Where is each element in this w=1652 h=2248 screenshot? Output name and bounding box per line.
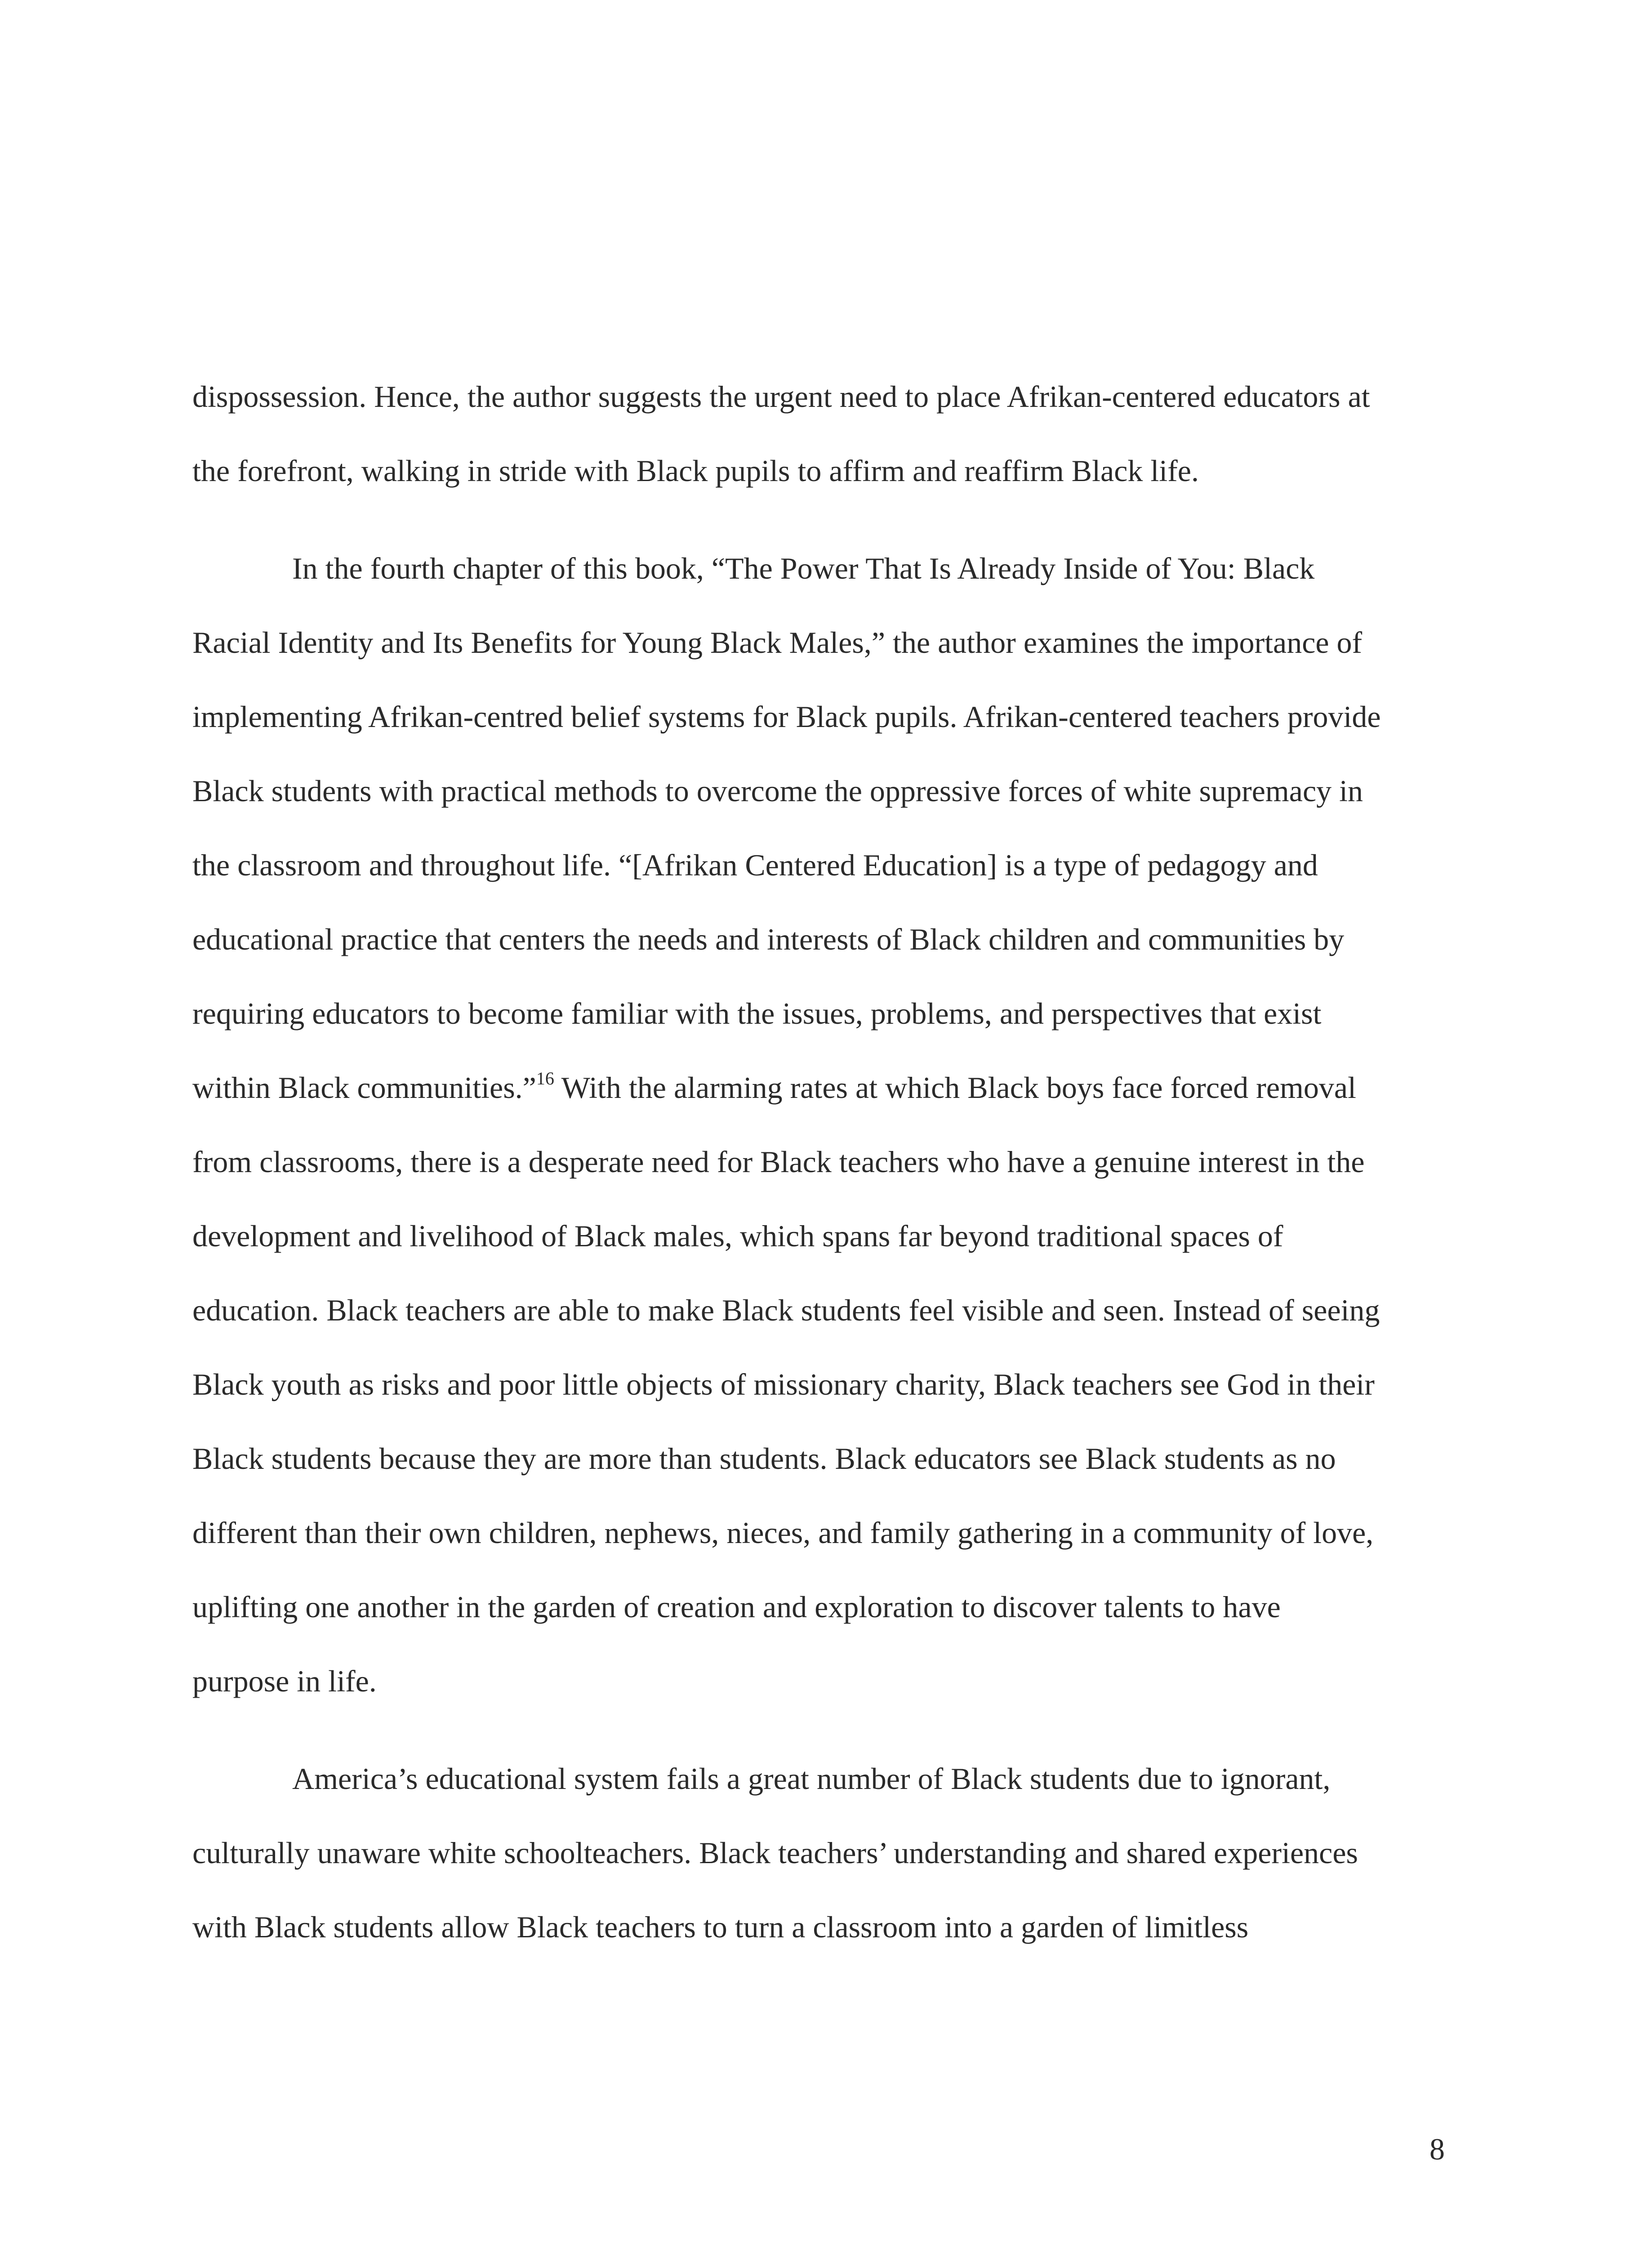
footnote-reference[interactable]: 16	[536, 1068, 554, 1088]
text-line: uplifting one another in the garden of creation and exploration to discover talents to have	[192, 1590, 1281, 1624]
paragraph-2	[192, 531, 1447, 1718]
text-line: Black youth as risks and poor little objects of missionary charity, Black teachers see God in their	[192, 1367, 1375, 1401]
text-line: the forefront, walking in stride with Black pupils to affirm and reaffirm Black life.	[192, 454, 1199, 488]
text-line: dispossession. Hence, the author suggests the urgent need to place Afrikan-centered educators at	[192, 379, 1370, 414]
text-line: purpose in life.	[192, 1664, 377, 1698]
text-line: requiring educators to become familiar with the issues, problems, and perspectives that exist	[192, 996, 1322, 1030]
page-number: 8	[1429, 2132, 1445, 2166]
body-text	[192, 360, 1447, 1964]
text-line: Racial Identity and Its Benefits for Young Black Males,” the author examines the importance of	[192, 625, 1363, 660]
text-line: different than their own children, nephews, nieces, and family gathering in a community of love,	[192, 1516, 1374, 1550]
paragraph-1	[192, 360, 1447, 508]
text-line: with Black students allow Black teachers to turn a classroom into a garden of limitless	[192, 1910, 1249, 1944]
text-line: from classrooms, there is a desperate need for Black teachers who have a genuine interest in the	[192, 1145, 1365, 1179]
text-line: culturally unaware white schoolteachers. Black teachers’ understanding and shared experiences	[192, 1836, 1358, 1870]
text-line: development and livelihood of Black males, which spans far beyond traditional spaces of	[192, 1219, 1283, 1253]
paragraph-3	[192, 1742, 1447, 1964]
text-line: Black students because they are more than students. Black educators see Black students as no	[192, 1441, 1336, 1476]
text-line-with-footnote	[192, 1051, 1447, 1125]
text-line: educational practice that centers the needs and interests of Black children and communities by	[192, 922, 1345, 956]
footnote-line-before: within Black communities.”	[192, 1070, 536, 1105]
footnote-line-after: With the alarming rates at which Black boys face forced removal	[554, 1070, 1356, 1105]
text-line: America’s educational system fails a great number of Black students due to ignorant,	[292, 1762, 1331, 1796]
text-line: Black students with practical methods to overcome the oppressive forces of white supremacy in	[192, 774, 1363, 808]
text-line: education. Black teachers are able to make Black students feel visible and seen. Instead of seeing	[192, 1293, 1380, 1327]
text-line: the classroom and throughout life. “[Afrikan Centered Education] is a type of pedagogy and	[192, 848, 1318, 882]
text-line: In the fourth chapter of this book, “The Power That Is Already Inside of You: Black	[292, 551, 1315, 585]
text-line: implementing Afrikan-centred belief systems for Black pupils. Afrikan-centered teachers provide	[192, 700, 1381, 734]
